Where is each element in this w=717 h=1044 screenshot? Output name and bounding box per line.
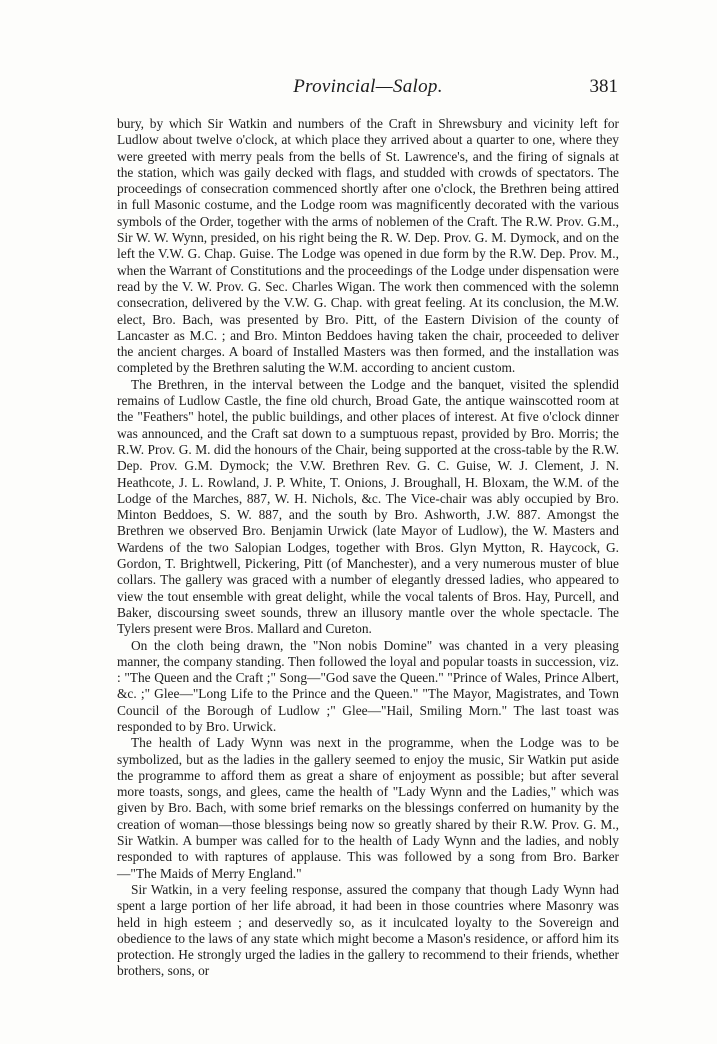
running-head — [118, 76, 618, 106]
paragraph: Sir Watkin, in a very feeling response, assured the company that though Lady Wynn had spent a large portion of her life abroad, it had been in those countries where Masonry was held in high esteem ; and deservedly so, as it inculcated loyalty to the Sovereign and obedience to the laws of any state which might become a Mason's residence, or afford him its protection. He strongly urged the ladies in the gallery to recommend to their friends, whether brothers, sons, or — [117, 881, 619, 979]
paragraph: bury, by which Sir Watkin and numbers of the Craft in Shrewsbury and vicinity left for Ludlow about twelve o'clock, at which place they arrived about a quarter to one, where they were greeted with merry peals from the bells of St. Lawrence's, and the firing of signals at the station, which was gaily decked with flags, and studded with crowds of spectators. The proceedings of consecration commenced shortly after one o'clock, the Brethren being attired in full Masonic costume, and the Lodge room was magnificently decorated with the various symbols of the Order, together with the arms of noblemen of the Craft. The R.W. Prov. G.M., Sir W. W. Wynn, presided, on his right being the R. W. Dep. Prov. G. M. Dymock, and on the left the V.W. G. Chap. Guise. The Lodge was opened in due form by the R.W. Dep. Prov. M., when the Warrant of Constitutions and the proceedings of the Lodge under dispensation were read by the V. W. Prov. G. Sec. Charles Wigan. The work then commenced with the solemn consecration, delivered by the V.W. G. Chap. with great feeling. At its conclusion, the M.W. elect, Bro. Bach, was presented by Bro. Pitt, of the Eastern Division of the county of Lancaster as M.C. ; and Bro. Minton Beddoes having taken the chair, proceeded to deliver the ancient charges. A board of Installed Masters was then formed, and the installation was completed by the Brethren saluting the W.M. according to ancient custom. — [117, 116, 619, 376]
paragraph: On the cloth being drawn, the "Non nobis Domine" was chanted in a very pleasing manner, the company standing. Then followed the loyal and popular toasts in succession, viz. : "The Queen and the Craft ;" Song—"God save the Queen." "Prince of Wales, Prince Albert, &c. ;" Glee—"Long Life to the Prince and the Queen." "The Mayor, Magistrates, and Town Council of the Borough of Ludlow ;" Glee—"Hail, Smiling Morn." The last toast was responded to by Bro. Urwick. — [117, 637, 619, 734]
page-number: 381 — [589, 76, 618, 97]
paragraph: The health of Lady Wynn was next in the programme, when the Lodge was to be symbolized, but as the ladies in the gallery seemed to enjoy the music, Sir Watkin put aside the programme to afford them as great a share of enjoyment as possible; but after several more toasts, songs, and glees, came the health of "Lady Wynn and the Ladies," which was given by Bro. Bach, with some brief remarks on the blessings conferred on humanity by the creation of woman—those blessings being now so greatly shared by their R.W. Prov. G. M., Sir Watkin. A bumper was called for to the health of Lady Wynn and the ladies, and nobly responded to with raptures of applause. This was followed by a song from Bro. Barker—"The Maids of Merry England." — [117, 735, 619, 881]
running-title: Provincial—Salop. — [293, 76, 443, 97]
body-text — [117, 116, 619, 980]
paragraph: The Brethren, in the interval between the Lodge and the banquet, visited the splendid remains of Ludlow Castle, the fine old church, Broad Gate, the antique wainscotted room at the "Feathers" hotel, the public buildings, and other places of interest. At five o'clock dinner was announced, and the Craft sat down to a sumptuous repast, provided by Bro. Morris; the R.W. Prov. G. M. did the honours of the Chair, being supported at the cross-table by the R.W. Dep. Prov. G.M. Dymock; the V.W. Brethren Rev. G. C. Guise, W. J. Clement, J. N. Heathcote, J. L. Rowland, J. P. White, T. Onions, J. Broughall, H. Bloxam, the W.M. of the Lodge of the Marches, 887, W. H. Nichols, &c. The Vice-chair was ably occupied by Bro. Minton Beddoes, S. W. 887, and the south by Bro. Ashworth, J.W. 887. Amongst the Brethren we observed Bro. Benjamin Urwick (late Mayor of Ludlow), the W. Masters and Wardens of the two Salopian Lodges, together with Bros. Glyn Mytton, R. Haycock, G. Gordon, T. Brightwell, Pickering, Pitt (of Manchester), and a very numerous muster of blue collars. The gallery was graced with a number of elegantly dressed ladies, who appeared to view the tout ensemble with great delight, while the vocal talents of Bros. Hay, Purcell, and Baker, discoursing sweet sounds, threw an illusory mantle over the whole spectacle. The Tylers present were Bros. Mallard and Cureton. — [117, 376, 619, 637]
